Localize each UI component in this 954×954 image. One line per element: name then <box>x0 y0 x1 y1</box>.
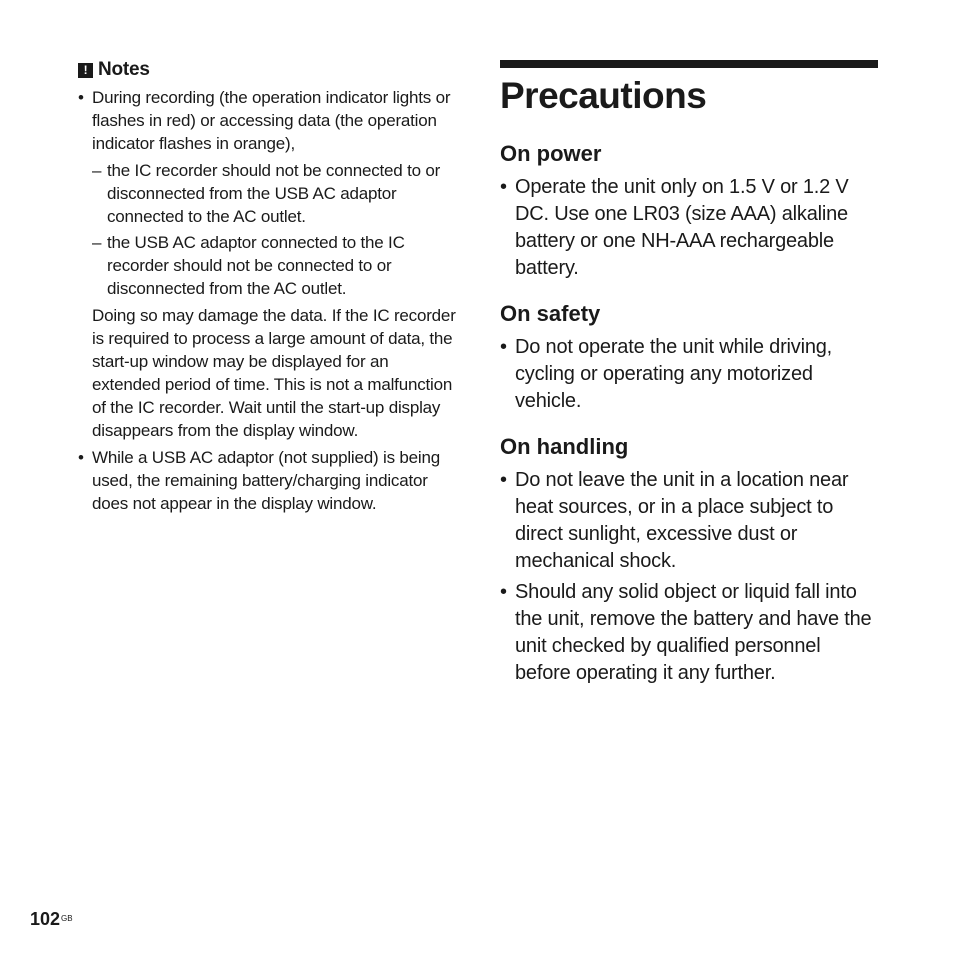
precautions-column <box>500 60 880 705</box>
section-heading-power: On power <box>500 141 602 166</box>
notes-bullet-1-followup: Doing so may damage the data. If the IC recorder is required to process a large amount of data, the start-up window may be displayed for an extended period of time. This is not a malfunction of the IC recorder. Wait until the start-up display disappears from the display window. <box>92 306 456 440</box>
notes-sub-item-2 <box>92 231 456 300</box>
page-number <box>30 908 73 930</box>
notes-bullet-1 <box>78 86 456 442</box>
note-icon: ! <box>78 63 93 78</box>
section-on-power <box>500 140 880 282</box>
notes-bullet-2: • While a USB AC adaptor (not supplied) is being used, the remaining battery/charging indicator does not appear in the display window. <box>78 446 456 515</box>
section-heading-safety: On safety <box>500 301 601 326</box>
page-number-value: 102 <box>30 909 61 929</box>
power-item: • Operate the unit only on 1.5 V or 1.2 V DC. Use one LR03 (size AAA) alkaline battery or one NH-AAA rechargeable battery. <box>500 174 880 282</box>
section-on-handling <box>500 433 880 687</box>
safety-item: • Do not operate the unit while driving, cycling or operating any motorized vehicle. <box>500 334 880 415</box>
notes-sub-list <box>92 159 456 300</box>
dash-marker: – <box>92 233 102 252</box>
dash-marker: – <box>92 161 102 180</box>
handling-item-1: • Do not leave the unit in a location near heat sources, or in a place subject to direct sunlight, excessive dust or mechanical shock. <box>500 467 880 575</box>
page-number-suffix: GB <box>61 914 73 923</box>
notes-title: Notes <box>98 59 150 80</box>
handling-item-2: • Should any solid object or liquid fall into the unit, remove the battery and have the unit checked by qualified personnel before operating it any further. <box>500 579 880 687</box>
notes-heading <box>78 58 456 82</box>
title-rule <box>500 60 878 68</box>
notes-sub-item-text: the USB AC adaptor connected to the IC recorder should not be connected to or disconnected from the AC outlet. <box>107 233 405 298</box>
notes-bullet-1-text: • During recording (the operation indicator lights or flashes in red) or accessing data (the operation indicator flashes in orange), <box>92 88 451 153</box>
notes-column <box>78 58 456 519</box>
notes-sub-item-text: the IC recorder should not be connected to or disconnected from the USB AC adaptor connected to the AC outlet. <box>107 161 441 226</box>
page-title: Precautions <box>500 75 707 116</box>
notes-sub-item-1 <box>92 159 456 228</box>
section-heading-handling: On handling <box>500 434 629 459</box>
section-on-safety <box>500 300 880 415</box>
